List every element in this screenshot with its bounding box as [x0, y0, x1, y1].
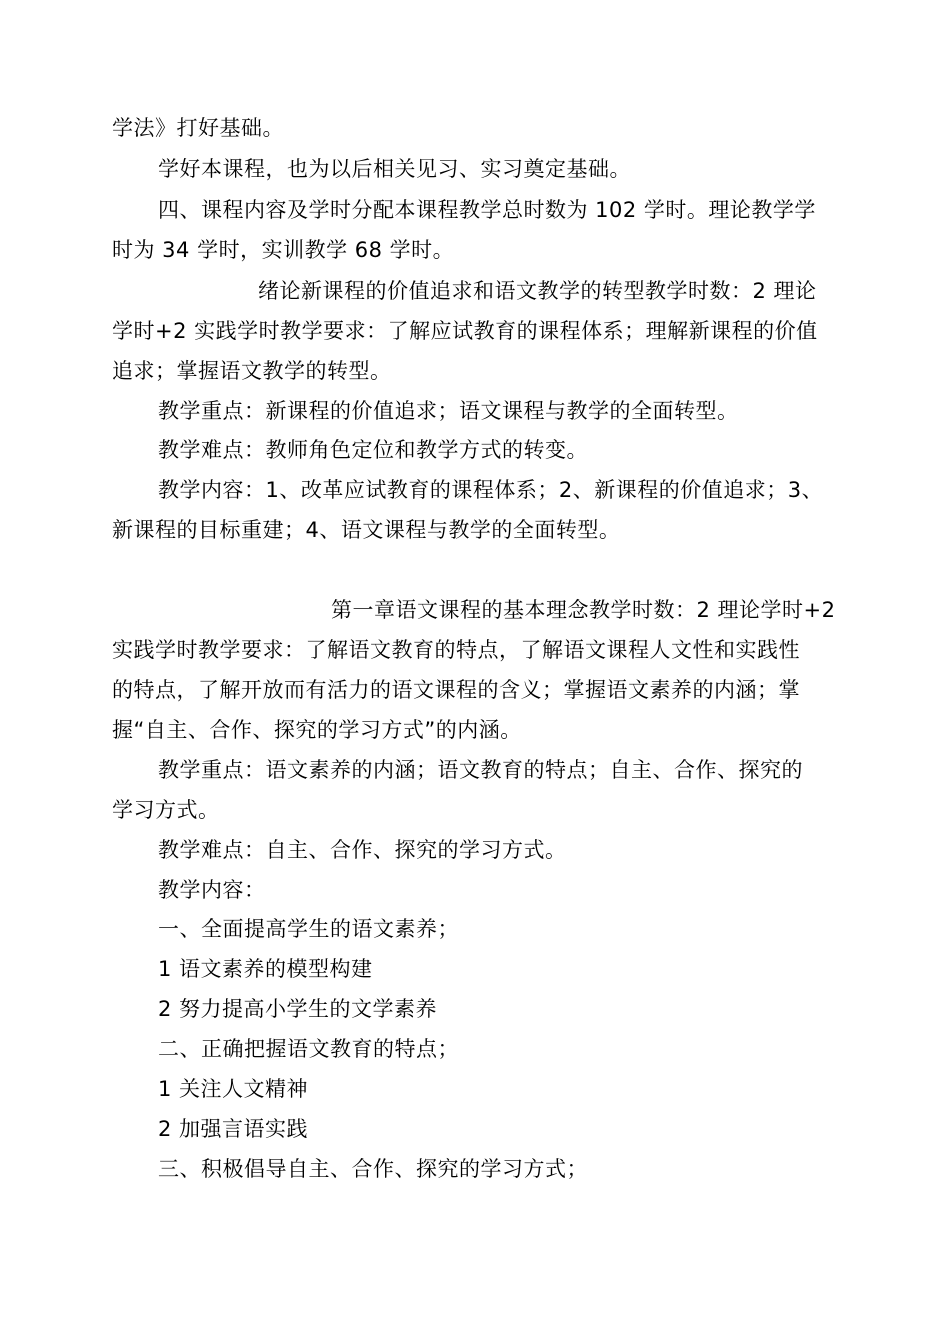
- text-line: 实践学时教学要求：了解语文教育的特点，了解语文课程人文性和实践性: [112, 638, 800, 662]
- text-line: 教学难点：教师角色定位和教学方式的转变。: [158, 438, 588, 462]
- text-line: 四、课程内容及学时分配本课程教学总时数为 102 学时。理论教学学: [158, 198, 816, 222]
- text-line: 学好本课程，也为以后相关见习、实习奠定基础。: [158, 157, 631, 181]
- section-heading-chapter-1: 第一章语文课程的基本理念教学时数：2 理论学时+2: [331, 598, 836, 622]
- text-line: 教学重点：新课程的价值追求；语文课程与教学的全面转型。: [158, 399, 739, 423]
- text-line: 学习方式。: [112, 798, 220, 822]
- text-line: 握“自主、合作、探究的学习方式”的内涵。: [112, 718, 522, 742]
- list-item: 一、全面提高学生的语文素养；: [158, 917, 459, 941]
- list-item: 1 关注人文精神: [158, 1077, 309, 1101]
- section-heading-intro: 绪论新课程的价值追求和语文教学的转型教学时数：2 理论: [258, 279, 817, 303]
- text-line: 教学难点：自主、合作、探究的学习方式。: [158, 838, 567, 862]
- text-line: 学法》打好基础。: [112, 116, 284, 140]
- list-item: 二、正确把握语文教育的特点；: [158, 1037, 459, 1061]
- text-line: 教学内容：: [158, 878, 266, 902]
- list-item: 1 语文素养的模型构建: [158, 957, 373, 981]
- text-line: 教学重点：语文素养的内涵；语文教育的特点；自主、合作、探究的: [158, 758, 803, 782]
- list-item: 2 加强言语实践: [158, 1117, 309, 1141]
- text-line: 时为 34 学时，实训教学 68 学时。: [112, 238, 455, 262]
- text-line: 学时+2 实践学时教学要求：了解应试教育的课程体系；理解新课程的价值: [112, 319, 818, 343]
- list-item: 三、积极倡导自主、合作、探究的学习方式；: [158, 1157, 588, 1181]
- text-line: 追求；掌握语文教学的转型。: [112, 359, 392, 383]
- text-line: 教学内容：1、改革应试教育的课程体系；2、新课程的价值追求；3、: [158, 478, 824, 502]
- list-item: 2 努力提高小学生的文学素养: [158, 997, 438, 1021]
- text-line: 的特点，了解开放而有活力的语文课程的含义；掌握语文素养的内涵；掌: [112, 678, 800, 702]
- text-line: 新课程的目标重建；4、语文课程与教学的全面转型。: [112, 518, 621, 542]
